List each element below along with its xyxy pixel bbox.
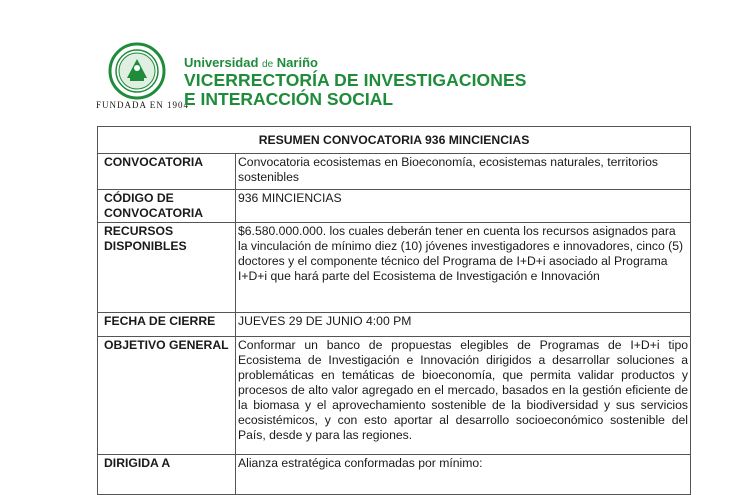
row-label: CÓDIGO DE CONVOCATORIA [98,190,236,223]
row-value: Convocatoria ecosistemas en Bioeconomía, ecosistemas naturales, territorios sostenibles [236,154,691,190]
table-row [98,455,691,495]
row-label: OBJETIVO GENERAL [98,337,236,455]
university-seal-icon [106,42,168,100]
row-label: CONVOCATORIA [98,154,236,190]
row-value: JUEVES 29 DE JUNIO 4:00 PM [236,313,691,337]
table-row [98,223,691,313]
row-label: DIRIGIDA A [98,455,236,495]
letterhead [0,0,741,120]
office-title-line1: VICERRECTORÍA DE INVESTIGACIONES [184,70,527,90]
row-value: $6.580.000.000. los cuales deberán tener en cuenta los recursos asignados para la vinculación de mínimo diez (10) jóvenes investigadores e innovadores, cinco (5) doctores y el componente técnico del Programa de I+D+i asociado al Programa I+D+i que hará parte del Ecosistema de Investigación e Innovación [236,223,691,313]
row-label: FECHA DE CIERRE [98,313,236,337]
table-row [98,190,691,223]
table-row [98,154,691,190]
row-value: 936 MINCIENCIAS [236,190,691,223]
summary-table [97,126,691,495]
office-title-line2: E INTERACCIÓN SOCIAL [184,89,394,109]
founded-year: FUNDADA EN 1904 [96,100,190,110]
table-title-row [98,127,691,154]
university-name: Universidad de Nariño [184,55,318,70]
row-value: Alianza estratégica conformadas por mínimo: [236,455,691,495]
row-label: RECURSOS DISPONIBLES [98,223,236,313]
table-title: RESUMEN CONVOCATORIA 936 MINCIENCIAS [98,127,691,154]
table-row [98,337,691,455]
table-row [98,313,691,337]
row-value: Conformar un banco de propuestas elegibles de Programas de I+D+i tipo Ecosistema de Investigación e Innovación dirigidos a desarrollar soluciones a problemáticas en temáticas de bioeconomía, que permita validar productos y procesos de alto valor agregado en el mercado, basados en la gestión eficiente de la biomasa y el aprovechamiento sostenible de la biodiversidad y sus servicios ecosistémicos, y con esto aportar al desarrollo socioeconómico sostenible del País, desde y para las regiones. [236,337,691,455]
